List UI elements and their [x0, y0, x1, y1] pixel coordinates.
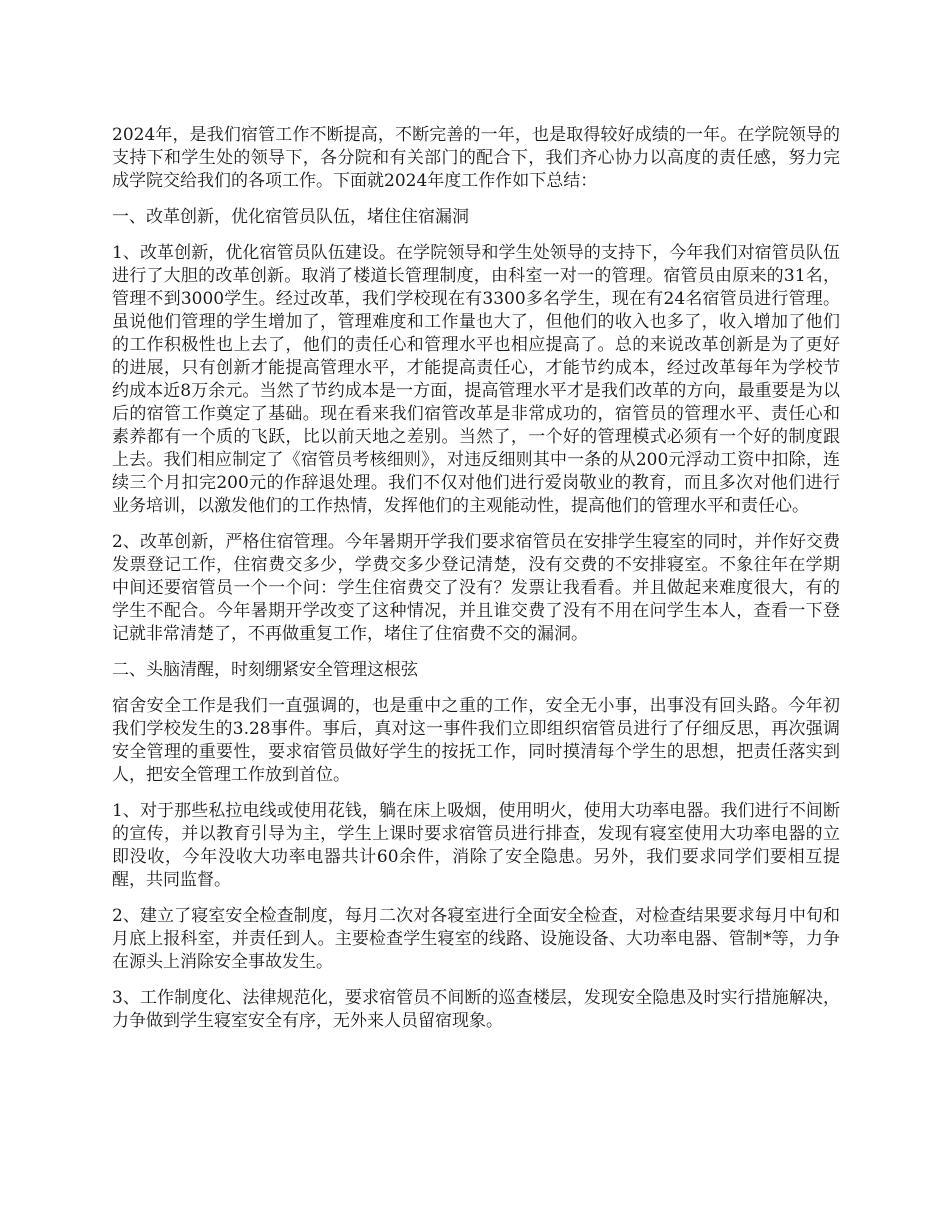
body-paragraph: 2、建立了寝室安全检查制度，每月二次对各寝室进行全面安全检查，对检查结果要求每月中旬和月底上报科室，并责任到人。主要检查学生寝室的线路、设施设备、大功率电器、管制*等，力争在源头上消除安全事故发生。: [112, 906, 840, 972]
body-paragraph: 1、对于那些私拉电线或使用花钱，躺在床上吸烟，使用明火，使用大功率电器。我们进行不间断的宣传，并以教育引导为主，学生上课时要求宿管员进行排查，发现有寝室使用大功率电器的立即没收，今年没收大功率电器共计60余件，消除了安全隐患。另外，我们要求同学们要相互提醒，共同监督。: [112, 801, 840, 890]
body-paragraph: 宿舍安全工作是我们一直强调的，也是重中之重的工作，安全无小事，出事没有回头路。今年初我们学校发生的3.28事件。事后，真对这一事件我们立即组织宿管员进行了仔细反思，再次强调安全管理的重要性，要求宿管员做好学生的按抚工作，同时摸清每个学生的思想，把责任落实到人，把安全管理工作放到首位。: [112, 696, 840, 785]
section-heading-2: 二、头脑清醒，时刻绷紧安全管理这根弦: [112, 660, 418, 680]
body-paragraph: 1、改革创新，优化宿管员队伍建设。在学院领导和学生处领导的支持下，今年我们对宿管员队伍进行了大胆的改革创新。取消了楼道长管理制度，由科室一对一的管理。宿管员由原来的31名，管理不到3000学生。经过改革，我们学校现在有3300多名学生，现在有24名宿管员进行管理。虽说他们管理的学生增加了，管理难度和工作量也大了，但他们的收入也多了，收入增加了他们的工作积极性也上去了，他们的责任心和管理水平也相应提高了。总的来说改革创新是为了更好的进展，只有创新才能提高管理水平，才能提高责任心，才能节约成本，经过改革每年为学校节约成本近8万余元。当然了节约成本是一方面，提高管理水平才是我们改革的方向，最重要是为以后的宿管工作奠定了基础。现在看来我们宿管改革是非常成功的，宿管员的管理水平、责任心和素养都有一个质的飞跃，比以前天地之差别。当然了，一个好的管理模式必须有一个好的制度跟上去。我们相应制定了《宿管员考核细则》，对违反细则其中一条的从200元浮动工资中扣除，连续三个月扣完200元的作辞退处理。我们不仅对他们进行爱岗敬业的教育，而且多次对他们进行业务培训，以激发他们的工作热情，发挥他们的主观能动性，提高他们的管理水平和责任心。: [112, 243, 840, 516]
document-body: [112, 124, 840, 1046]
body-paragraph: 2、改革创新，严格住宿管理。今年暑期开学我们要求宿管员在安排学生寝室的同时，并作好交费发票登记工作，住宿费交多少，学费交多少登记清楚，没有交费的不安排寝室。不象往年在学期中间还要宿管员一个一个问：学生住宿费交了没有？发票让我看看。并且做起来难度很大，有的学生不配合。今年暑期开学改变了这种情况，并且谁交费了没有不用在问学生本人，查看一下登记就非常清楚了，不再做重复工作，堵住了住宿费不交的漏洞。: [112, 532, 840, 644]
body-paragraph: 3、工作制度化、法律规范化，要求宿管员不间断的巡查楼层，发现安全隐患及时实行措施解决，力争做到学生寝室安全有序，无外来人员留宿现象。: [112, 988, 840, 1031]
section-heading-1: 一、改革创新，优化宿管员队伍，堵住住宿漏洞: [112, 207, 469, 227]
intro-paragraph: 2024年，是我们宿管工作不断提高，不断完善的一年，也是取得较好成绩的一年。在学院领导的支持下和学生处的领导下，各分院和有关部门的配合下，我们齐心协力以高度的责任感，努力完成学院交给我们的各项工作。下面就2024年度工作作如下总结：: [112, 125, 840, 191]
